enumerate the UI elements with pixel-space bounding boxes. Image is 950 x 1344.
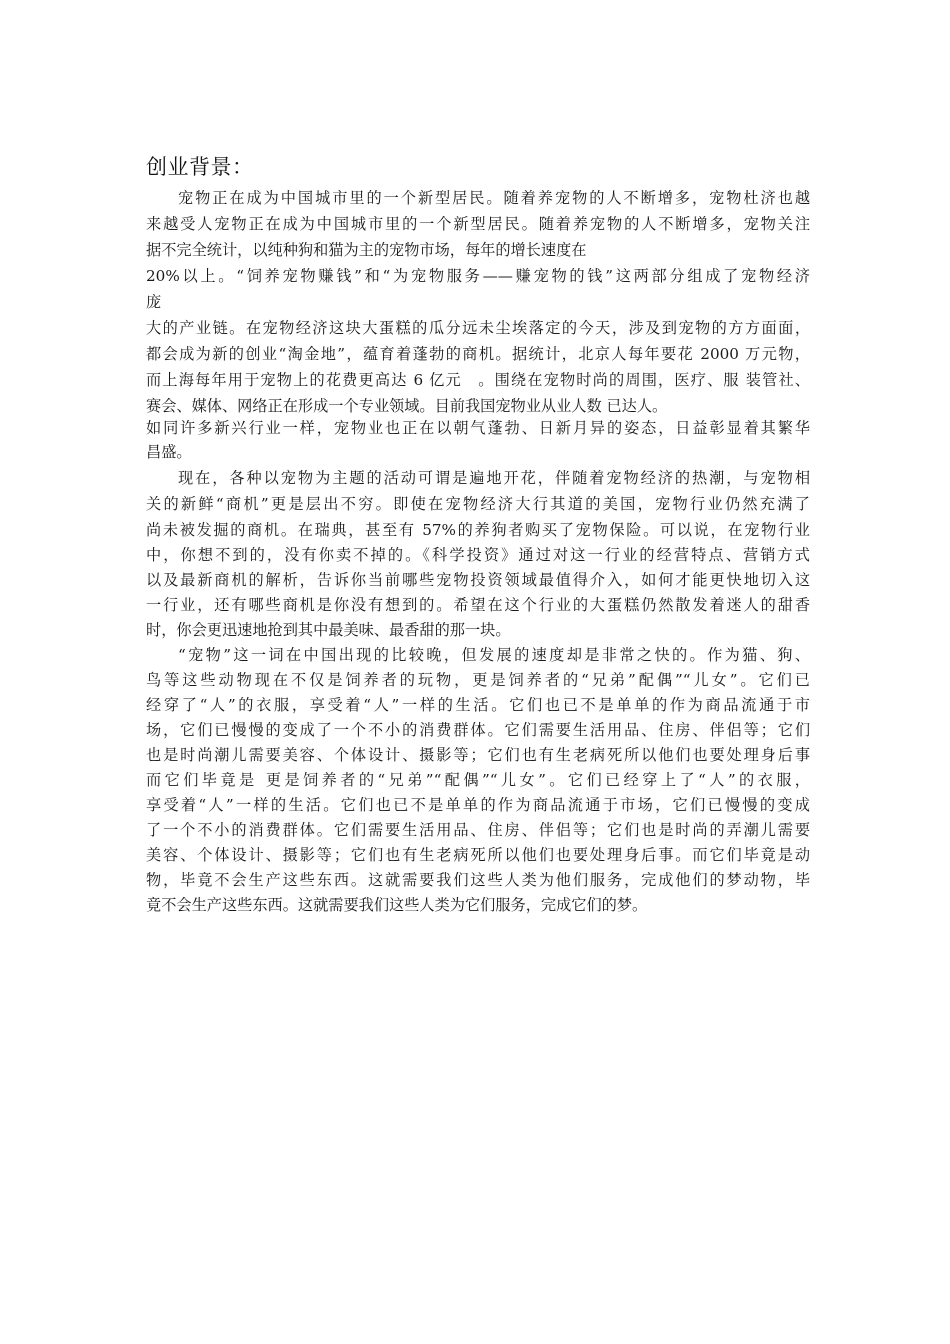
text-line: 鸟等这些动物现在不仅是饲养者的玩物，更是饲养者的“兄弟”配偶”“儿女”。它们已 xyxy=(146,671,810,689)
text-line: 中，你想不到的，没有你卖不掉的。《科学投资》通过对这一行业的经营特点、营销方式 xyxy=(146,546,810,564)
text-line: 现在，各种以宠物为主题的活动可谓是遍地开花，伴随着宠物经济的热潮，与宠物相 xyxy=(178,469,810,487)
text-line: 大的产业链。在宠物经济这块大蛋糕的瓜分远未尘埃落定的今天，涉及到宠物的方方面面， xyxy=(146,319,810,337)
text-line: 20%以上。“饲养宠物赚钱”和“为宠物服务——赚宠物的钱”这两部分组成了宠物经济 xyxy=(146,267,810,285)
text-line: 尚未被发掘的商机。在瑞典，甚至有 57%的养狗者购买了宠物保险。可以说，在宠物行业 xyxy=(146,521,810,539)
text-line: 而它们毕竟是 更是饲养者的“兄弟”“配偶”“儿女”。它们已经穿上了“人”的衣服， xyxy=(146,771,810,789)
text-line: 而上海每年用于宠物上的花费更高达 6 亿元 。围绕在宠物时尚的周围，医疗、服 装管社、 xyxy=(146,371,810,389)
text-line: 都会成为新的创业“淘金地”，蕴育着蓬勃的商机。据统计，北京人每年要花 2000 万元物， xyxy=(146,345,810,363)
text-line: 场，它们已慢慢的变成了一个不小的消费群体。它们需要生活用品、住房、伴侣等；它们 xyxy=(146,721,810,739)
text-line: 据不完全统计，以纯种狗和猫为主的宠物市场，每年的增长速度在 xyxy=(146,241,587,259)
text-line: 物，毕竟不会生产这些东西。这就需要我们这些人类为他们服务，完成他们的梦动物，毕 xyxy=(146,871,810,889)
text-line: 也是时尚潮儿需要美容、个体设计、摄影等；它们也有生老病死所以他们也要处理身后事 xyxy=(146,746,810,764)
text-line: 竟不会生产这些东西。这就需要我们这些人类为它们服务，完成它们的梦。 xyxy=(146,896,648,914)
text-line: 来越受人宠物正在成为中国城市里的一个新型居民。随着养宠物的人不断增多，宠物关注 xyxy=(146,215,810,233)
section-heading: 创业背景： xyxy=(146,155,254,179)
text-line: 庞 xyxy=(146,293,162,311)
text-line: 宠物正在成为中国城市里的一个新型居民。随着养宠物的人不断增多，宠物杜济也越 xyxy=(178,189,810,207)
text-line: 如同许多新兴行业一样，宠物业也正在以朝气蓬勃、日新月异的姿态，日益彰显着其繁华 xyxy=(146,419,810,437)
text-line: 美容、个体设计、摄影等；它们也有生老病死所以他们也要处理身后事。而它们毕竟是动 xyxy=(146,846,810,864)
text-line: 一行业，还有哪些商机是你没有想到的。希望在这个行业的大蛋糕仍然散发着迷人的甜香 xyxy=(146,596,810,614)
text-line: 享受着“人”一样的生活。它们也已不是单单的作为商品流通于市场，它们已慢慢的变成 xyxy=(146,796,810,814)
text-line: “宠物”这一词在中国出现的比较晚，但发展的速度却是非常之快的。作为猫、狗、 xyxy=(178,646,810,664)
text-line: 了一个不小的消费群体。它们需要生活用品、住房、伴侣等；它们也是时尚的弄潮儿需要 xyxy=(146,821,810,839)
text-line: 经穿了“人”的衣服，享受着“人”一样的生活。它们也已不是单单的作为商品流通于市 xyxy=(146,696,810,714)
text-line: 赛会、媒体、网络正在形成一个专业领域。目前我国宠物业从业人数 已达人。 xyxy=(146,397,668,415)
text-line: 以及最新商机的解析，告诉你当前哪些宠物投资领域最值得介入，如何才能更快地切入这 xyxy=(146,571,810,589)
text-line: 关的新鲜“商机”更是层出不穷。即使在宠物经济大行其道的美国，宠物行业仍然充满了 xyxy=(146,495,810,513)
text-line: 时，你会更迅速地抢到其中最美味、最香甜的那一块。 xyxy=(146,621,511,639)
text-line: 昌盛。 xyxy=(146,443,192,461)
